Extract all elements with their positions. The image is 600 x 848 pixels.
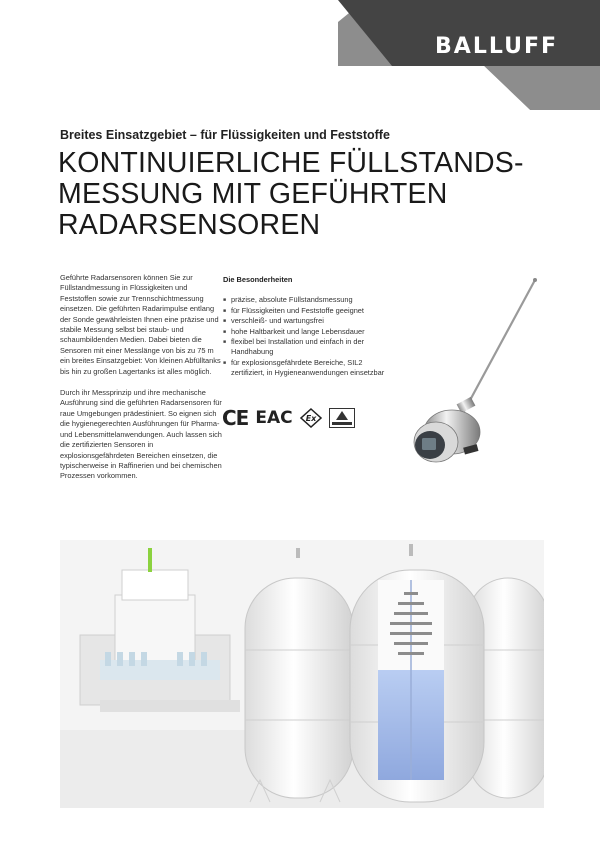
body-paragraph: Durch ihr Messprinzip und ihre mechanische Ausführung sind die geführten Radarsensoren für raue Umgebungen prädestiniert. So eignen sich die hygienegerechten Ausführungen für Pharma- und Lebensmittelanwendungen. Auch lassen sich die zertifizierten Sensoren in explosionsgefährdeten Bereichen einsetzen, die typischerweise in Raffinerien und bei chemischen Prozessen vorkommen. xyxy=(60,388,222,481)
tank-farm-illustration xyxy=(60,540,544,808)
ex-atex-icon xyxy=(300,408,322,428)
sensor-probe-rod xyxy=(462,280,535,415)
feature-item: ■ für explosionsgefährdete Bereiche, SIL2 zertifiziert, in Hygieneanwendungen einsetzbar xyxy=(223,358,391,379)
title-line: KONTINUIERLICHE FÜLLSTANDS- xyxy=(58,147,524,179)
feature-item: ■ hohe Haltbarkeit und lange Lebensdauer xyxy=(223,327,391,337)
balluff-logo: BALLUFF xyxy=(435,34,558,59)
feature-item: ■ flexibel bei Installation und einfach in der Handhabung xyxy=(223,337,391,358)
feature-item: ■ verschleiß- und wartungsfrei xyxy=(223,316,391,326)
certification-marks xyxy=(222,406,355,430)
eac-mark: EAC xyxy=(255,408,293,428)
svg-text:Ex: Ex xyxy=(305,414,316,423)
sil-certificate-icon xyxy=(329,408,355,428)
radar-sensor-image xyxy=(380,270,560,480)
body-paragraph: Geführte Radarsensoren können Sie zur Füllstandmessung in Flüssigkeiten und Feststoffen sowie zur Trennschichtmessung einsetzen. Die geführten Radarimpulse entlang der Sonde gewährleisten Ihnen eine präzise und stabile Messung selbst bei staub- und schaumbildenden Medien. Dabei bieten die Sensoren mit einer Messlänge von bis zu 75 m ein breites Einsatzgebiet: Von kleinen Abfülltanks bis hin zu großen Lagertanks ist alles möglich. xyxy=(60,273,221,376)
title-line: RADARSENSOREN xyxy=(58,209,321,241)
feature-item: ■ für Flüssigkeiten und Feststoffe geeignet xyxy=(223,306,391,316)
page-title xyxy=(58,148,558,241)
features-list xyxy=(223,275,391,379)
feature-item: ■ präzise, absolute Füllstandsmessung xyxy=(223,295,391,305)
title-line: MESSUNG MIT GEFÜHRTEN xyxy=(58,178,448,210)
features-heading: Die Besonderheiten xyxy=(223,275,293,284)
body-text xyxy=(60,273,222,493)
subtitle: Breites Einsatzgebiet – für Flüssigkeiten und Feststoffe xyxy=(60,128,390,142)
ce-mark: CE xyxy=(222,406,249,430)
